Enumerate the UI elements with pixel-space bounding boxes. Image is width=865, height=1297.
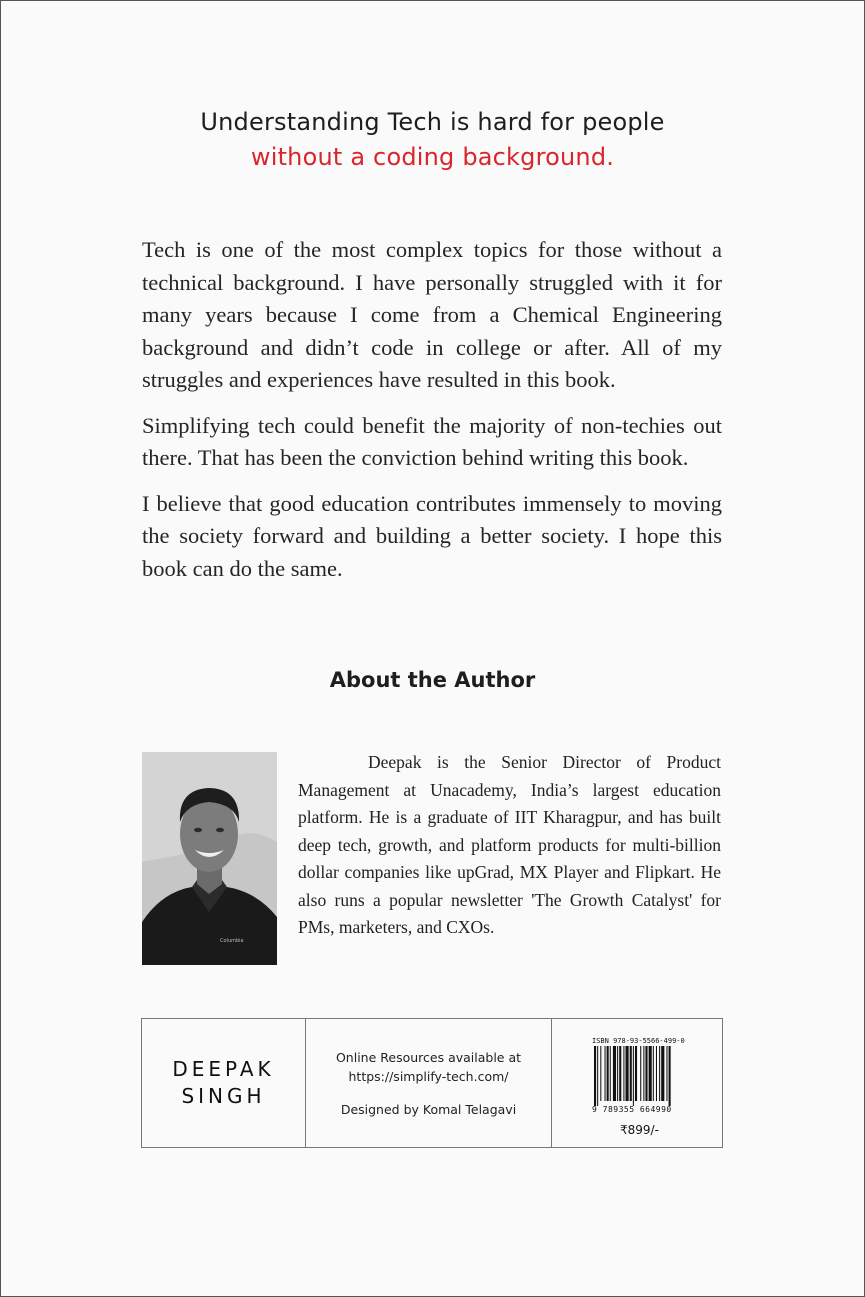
barcode-bar: [623, 1046, 624, 1101]
barcode-bar: [613, 1046, 616, 1101]
barcode-bar: [661, 1046, 664, 1101]
barcode-digits: 9 789355 664990: [592, 1105, 672, 1114]
intro-text: [142, 234, 722, 598]
barcode-bar: [649, 1046, 652, 1101]
tagline-line-2: without a coding background.: [250, 143, 615, 171]
author-portrait-illustration: [142, 752, 277, 965]
price-label: ₹899/-: [620, 1123, 659, 1137]
resources-block: [306, 1019, 552, 1147]
author-last-name: SINGH: [181, 1084, 266, 1108]
resources-label: Online Resources available at: [335, 1049, 522, 1065]
barcode-bar: [653, 1046, 654, 1101]
barcode-bar: [610, 1046, 611, 1101]
designer-credit: Designed by Komal Telagavi: [340, 1101, 517, 1117]
tagline-line-1: Understanding Tech is hard for people: [200, 108, 665, 136]
barcode-bar: [669, 1046, 671, 1106]
intro-paragraph-2: Simplifying tech could benefit the majority of non-techies out there. That has been the conviction behind writing this book.: [142, 412, 722, 470]
barcode-bar: [656, 1046, 657, 1101]
barcode-bar: [645, 1046, 647, 1101]
back-cover-info-box: [141, 1018, 723, 1148]
barcode-bar: [630, 1046, 632, 1101]
about-author-heading: About the Author: [329, 668, 536, 692]
author-photo: [142, 752, 277, 965]
isbn-label: ISBN 978-93-5566-499-0: [592, 1037, 685, 1045]
barcode-bar: [626, 1046, 629, 1101]
barcode-bar: [633, 1046, 634, 1106]
barcode-bar: [635, 1046, 637, 1101]
svg-text:Columbia: Columbia: [220, 938, 244, 944]
barcode-bar: [597, 1046, 598, 1106]
intro-paragraph-1: Tech is one of the most complex topics for those without a technical background. I have personally struggled with it for many years because I come from a Chemical Engineering background and didn’t code in college or after. All of my struggles and experiences have resulted in this book.: [142, 237, 722, 392]
author-name-block: [142, 1019, 306, 1147]
isbn-barcode: [594, 1046, 692, 1106]
author-first-name: DEEPAK: [172, 1057, 275, 1081]
author-bio: Deepak is the Senior Director of Product Management at Unacademy, India’s largest education platform. He is a graduate of IIT Kharagpur, and has built deep tech, growth, and platform products for multi-billion dollar companies like upGrad, MX Player and Flipkart. He also runs a popular newsletter 'The Growth Catalyst' for PMs, marketers, and CXOs.: [298, 752, 721, 937]
barcode-bar: [607, 1046, 609, 1101]
barcode-bar: [594, 1046, 596, 1106]
barcode-bar: [659, 1046, 660, 1101]
barcode-bar: [619, 1046, 621, 1101]
barcode-bar: [643, 1046, 644, 1101]
barcode-bar: [600, 1046, 601, 1101]
barcode-bar: [605, 1046, 606, 1101]
resources-url[interactable]: https://simplify-tech.com/: [348, 1068, 509, 1084]
intro-paragraph-3: I believe that good education contributes immensely to moving the society forward and building a better society. I hope this book can do the same.: [142, 490, 722, 581]
barcode-bar: [640, 1046, 641, 1101]
barcode-block: [552, 1019, 722, 1147]
barcode-bar: [666, 1046, 667, 1101]
barcode-bar: [617, 1046, 618, 1101]
